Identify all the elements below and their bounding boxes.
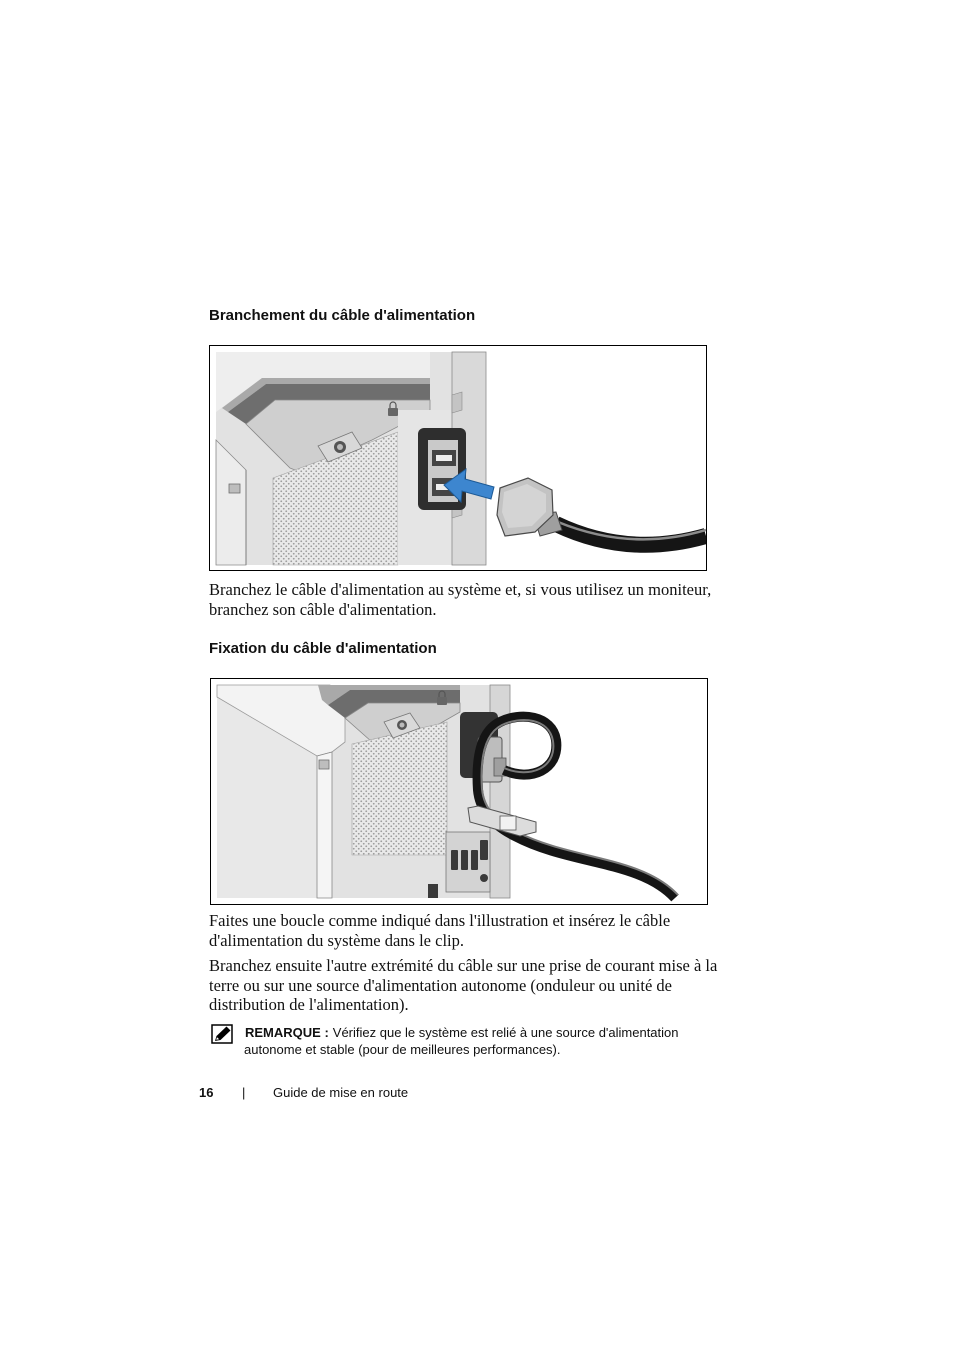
text-line: branchez son câble d'alimentation. bbox=[209, 599, 437, 619]
note-text-line: Vérifiez que le système est relié à une source d'alimentation bbox=[332, 1025, 679, 1040]
text-line: terre ou sur une source d'alimentation autonome (onduleur ou unité de bbox=[209, 975, 672, 995]
io-port-panel bbox=[446, 832, 490, 892]
section-heading-connect-power-cable: Branchement du câble d'alimentation bbox=[209, 307, 476, 324]
paragraph-connect-instructions bbox=[209, 580, 711, 619]
note-block bbox=[245, 1024, 679, 1058]
figure-power-cable-connection bbox=[209, 345, 707, 571]
power-cable-connection-illustration bbox=[210, 346, 706, 570]
paragraph-loop-instructions bbox=[209, 911, 670, 950]
text-line: Branchez le câble d'alimentation au système et, si vous utilisez un moniteur, bbox=[209, 580, 712, 599]
paragraph-outlet-instructions bbox=[209, 956, 717, 1015]
pencil-note-icon bbox=[211, 1024, 233, 1044]
footer-guide-title: Guide de mise en route bbox=[273, 1085, 409, 1100]
page-number: 16 bbox=[199, 1085, 214, 1100]
power-cable-plug bbox=[497, 478, 562, 536]
text-line: Branchez ensuite l'autre extrémité du câble sur une prise de courant mise à la bbox=[209, 956, 718, 975]
note-label: REMARQUE : bbox=[245, 1025, 329, 1040]
power-cable-clip-illustration bbox=[211, 679, 707, 904]
power-cable bbox=[556, 522, 706, 545]
text-line: d'alimentation du système dans le clip. bbox=[209, 930, 465, 950]
section-heading-secure-power-cable: Fixation du câble d'alimentation bbox=[209, 640, 437, 657]
figure-power-cable-clip bbox=[210, 678, 708, 905]
note-text-line: autonome et stable (pour de meilleures performances). bbox=[244, 1042, 561, 1057]
footer-separator: | bbox=[242, 1085, 246, 1100]
text-line: Faites une boucle comme indiqué dans l'illustration et insérez le câble bbox=[209, 911, 671, 930]
text-line: distribution de l'alimentation). bbox=[209, 995, 409, 1014]
